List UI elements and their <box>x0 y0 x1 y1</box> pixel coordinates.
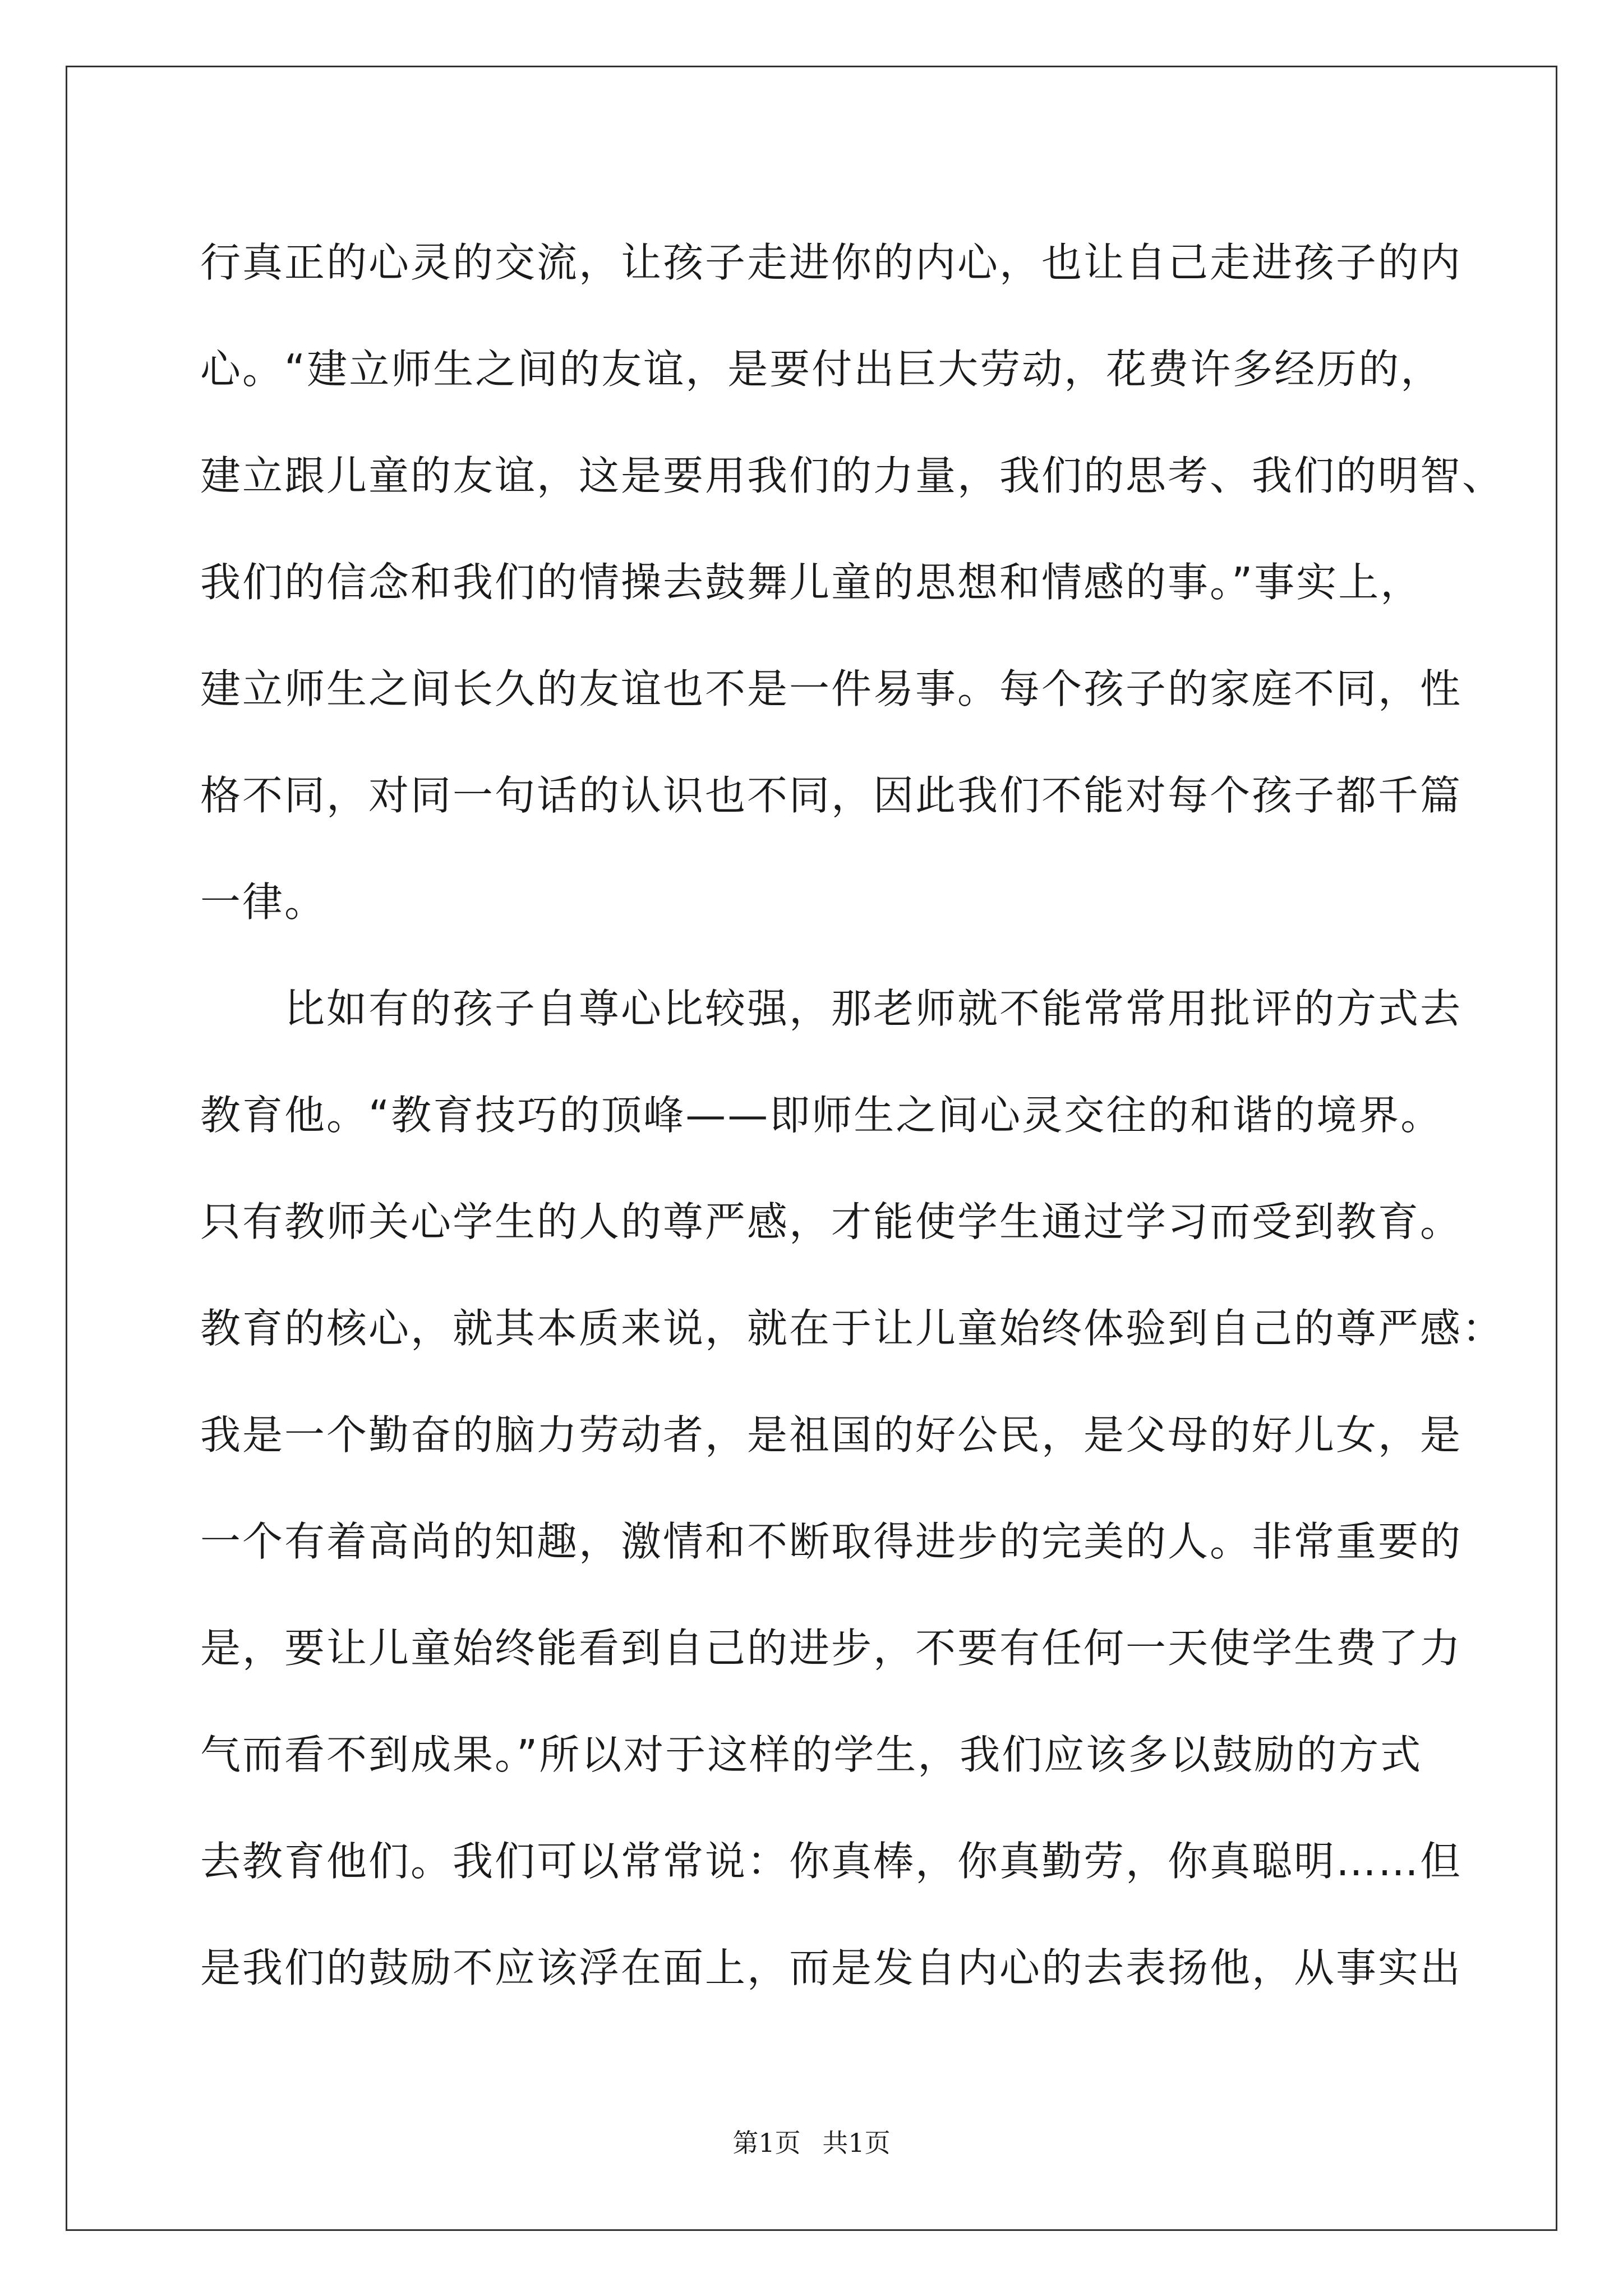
text-line: 一律。 <box>200 878 327 926</box>
text-line: 建立师生之间长久的友谊也不是一件易事。每个孩子的家庭不同，性 <box>200 665 1463 712</box>
text-line: 行真正的心灵的交流，让孩子走进你的内心，也让自己走进孩子的内 <box>200 239 1463 286</box>
text-line: 格不同，对同一句话的认识也不同，因此我们不能对每个孩子都千篇 <box>200 772 1463 819</box>
text-line: 是，要让儿童始终能看到自己的进步，不要有任何一天使学生费了力 <box>200 1625 1463 1672</box>
text-line: 教育他。“教育技巧的顶峰——即师生之间心灵交往的和谐的境界。 <box>200 1092 1443 1139</box>
text-line: 我们的信念和我们的情操去鼓舞儿童的思想和情感的事。”事实上， <box>200 559 1423 606</box>
text-line: 心。“建立师生之间的友谊，是要付出巨大劳动，花费许多经历的， <box>200 346 1443 393</box>
text-line: 教育的核心，就其本质来说，就在于让儿童始终体验到自己的尊严感： <box>200 1305 1505 1352</box>
text-line: 只有教师关心学生的人的尊严感，才能使学生通过学习而受到教育。 <box>200 1198 1463 1245</box>
page-footer <box>0 2126 1623 2160</box>
text-line: 是我们的鼓励不应该浮在面上，而是发自内心的去表扬他，从事实出 <box>200 1944 1463 1991</box>
text-line: 气而看不到成果。”所以对于这样的学生，我们应该多以鼓励的方式 <box>200 1731 1423 1778</box>
text-line: 我是一个勤奋的脑力劳动者，是祖国的好公民，是父母的好儿女，是 <box>200 1411 1463 1458</box>
text-line: 建立跟儿童的友谊，这是要用我们的力量，我们的思考、我们的明智、 <box>200 452 1505 499</box>
text-line: 一个有着高尚的知趣，激情和不断取得进步的完美的人。非常重要的 <box>200 1518 1463 1565</box>
document-body <box>200 209 1505 2021</box>
text-line: 去教育他们。我们可以常常说：你真棒，你真勤劳，你真聪明……但 <box>200 1838 1463 1885</box>
page-total: 共1页 <box>822 2128 891 2158</box>
page-number: 第1页 <box>732 2128 801 2158</box>
text-line: 比如有的孩子自尊心比较强，那老师就不能常常用批评的方式去 <box>200 985 1463 1032</box>
